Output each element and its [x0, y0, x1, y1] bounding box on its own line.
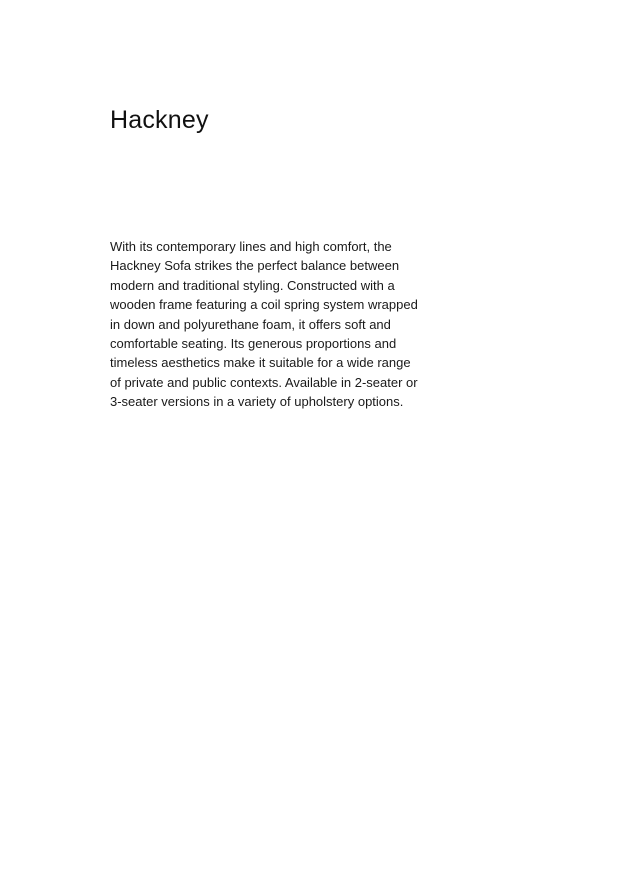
description-line: 3-seater versions in a variety of upholstery options. [110, 394, 404, 410]
description-line: in down and polyurethane foam, it offers soft and [110, 316, 391, 332]
description-line: With its contemporary lines and high comfort, the [110, 239, 392, 254]
description-line: modern and traditional styling. Constructed with a [110, 277, 395, 293]
description-line: wooden frame featuring a coil spring system wrapped [110, 297, 418, 313]
product-title: Hackney [110, 106, 209, 134]
product-description [110, 237, 460, 412]
description-line: timeless aesthetics make it suitable for a wide range [110, 355, 411, 371]
description-line: of private and public contexts. Available in 2-seater or [110, 374, 418, 390]
description-line: Hackney Sofa strikes the perfect balance between [110, 258, 400, 274]
description-line: comfortable seating. Its generous proportions and [110, 336, 397, 352]
